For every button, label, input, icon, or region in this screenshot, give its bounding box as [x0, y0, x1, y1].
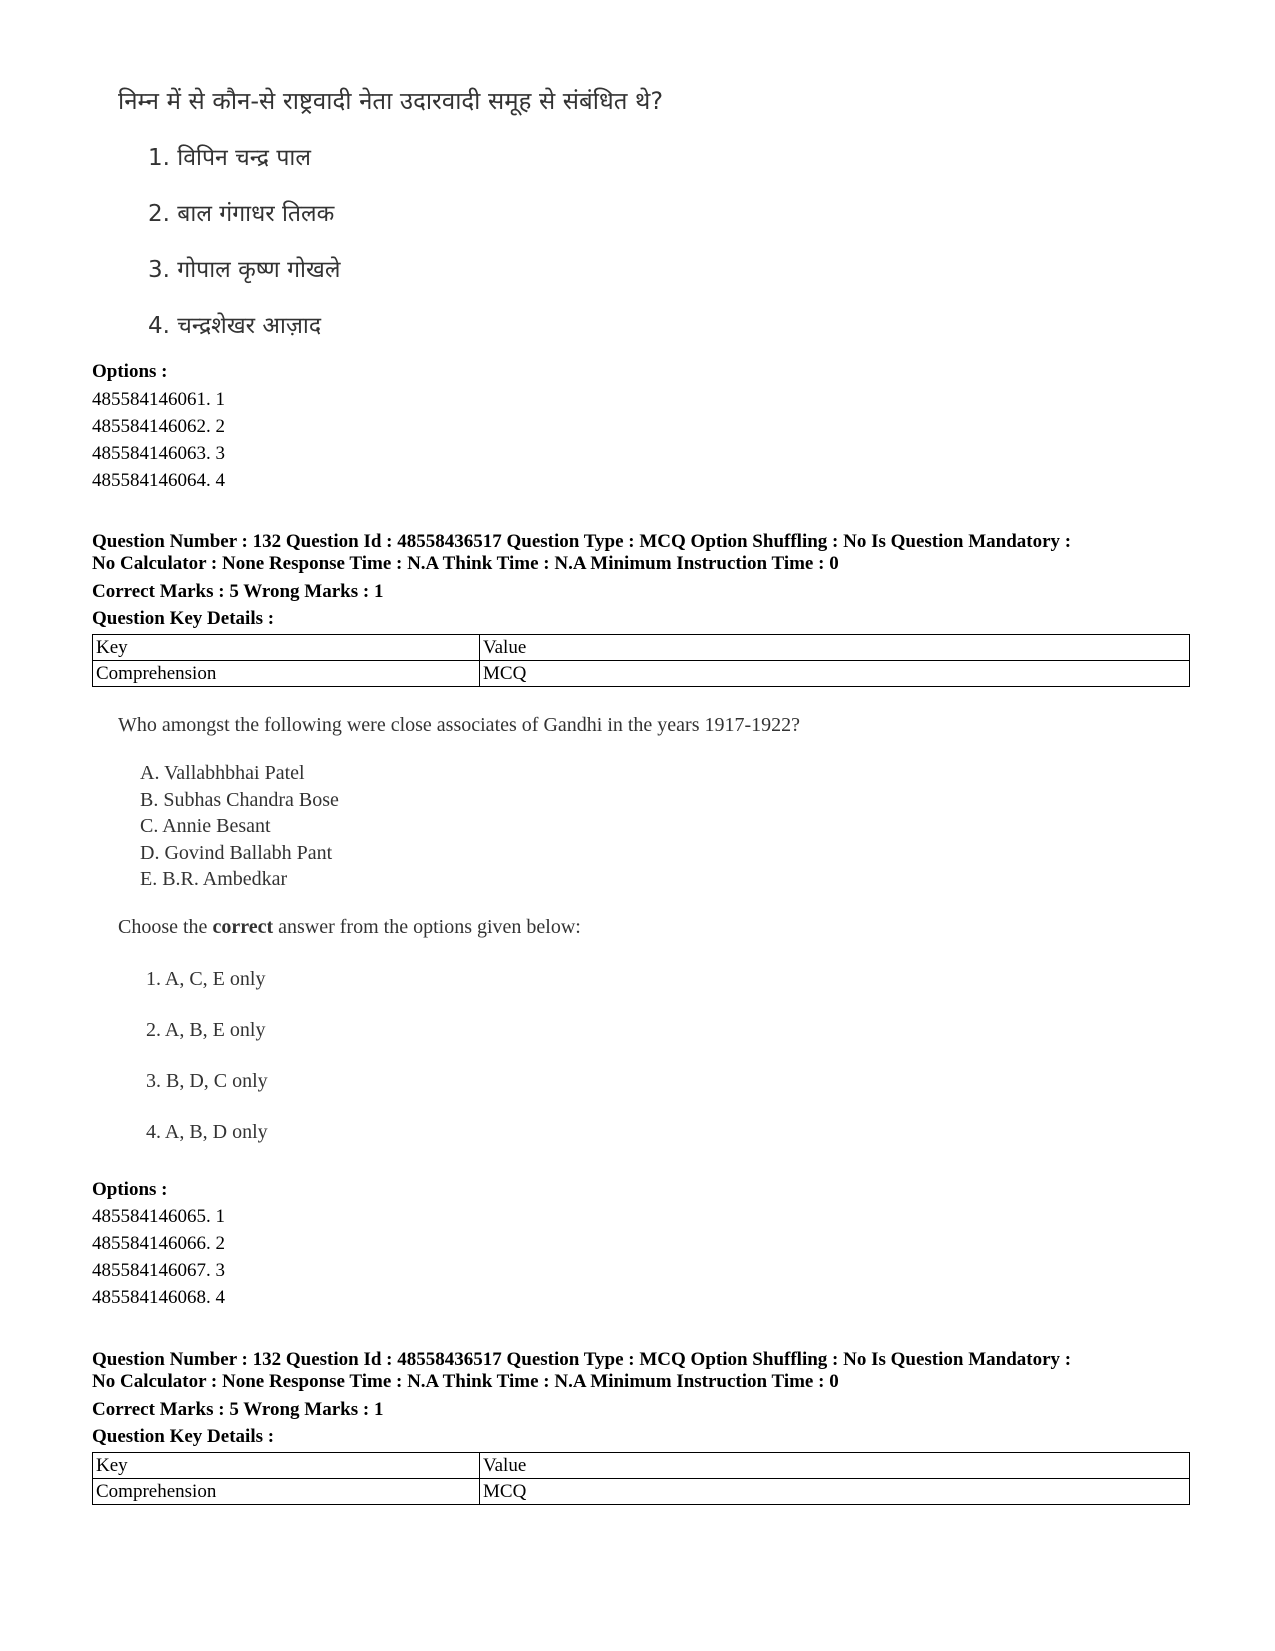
table-row: [93, 661, 1190, 687]
options-label: Options :: [92, 361, 168, 382]
option-item: 485584146067. 3: [92, 1260, 225, 1281]
question-2-item: E. B.R. Ambedkar: [140, 868, 288, 890]
table-cell-value: MCQ: [480, 1479, 1190, 1505]
question-2-item: A. Vallabhbhai Patel: [140, 762, 305, 784]
option-item: 485584146065. 1: [92, 1206, 225, 1227]
table-header-row: [93, 635, 1190, 661]
option-item: 485584146064. 4: [92, 470, 225, 491]
question-2-item: D. Govind Ballabh Pant: [140, 842, 333, 864]
question-2-answer: 1. A, C, E only: [146, 968, 266, 990]
option-item: 485584146068. 4: [92, 1287, 225, 1308]
options-label: Options :: [92, 1179, 168, 1200]
choose-instruction: [118, 916, 581, 939]
question-2-stem: Who amongst the following were close associates of Gandhi in the years 1917-1922?: [118, 714, 801, 736]
option-item: 485584146061. 1: [92, 389, 225, 410]
table-cell-key: Comprehension: [93, 661, 480, 687]
table-cell-key: Comprehension: [93, 1479, 480, 1505]
choose-pre: Choose the: [118, 916, 208, 938]
option-item: 485584146066. 2: [92, 1233, 225, 1254]
marks-line: Correct Marks : 5 Wrong Marks : 1: [92, 1399, 384, 1420]
option-item: 485584146062. 2: [92, 416, 225, 437]
table-row: [93, 1479, 1190, 1505]
choose-post: answer from the options given below:: [278, 916, 581, 938]
question-1-item: 1. विपिन चन्द्र पाल: [148, 145, 311, 171]
question-meta-line: Question Number : 132 Question Id : 48558436517 Question Type : MCQ Option Shuffling : No Is Question Mandatory :: [92, 1349, 1072, 1370]
question-2-answer: 2. A, B, E only: [146, 1019, 266, 1041]
table-header-value: Value: [480, 1453, 1190, 1479]
marks-line: Correct Marks : 5 Wrong Marks : 1: [92, 581, 384, 602]
choose-bold: correct: [212, 916, 274, 938]
question-2-item: C. Annie Besant: [140, 815, 271, 837]
table-header-row: [93, 1453, 1190, 1479]
question-meta-line: Question Number : 132 Question Id : 48558436517 Question Type : MCQ Option Shuffling : No Is Question Mandatory :: [92, 531, 1072, 552]
key-details-label: Question Key Details :: [92, 1426, 275, 1447]
table-header-value: Value: [480, 635, 1190, 661]
question-2-item: B. Subhas Chandra Bose: [140, 789, 339, 811]
question-2-answer: 3. B, D, C only: [146, 1070, 268, 1092]
question-1-stem: निम्न में से कौन-से राष्ट्रवादी नेता उदारवादी समूह से संबंधित थे?: [118, 87, 664, 115]
table-header-key: Key: [93, 1453, 480, 1479]
question-2-answer: 4. A, B, D only: [146, 1121, 268, 1143]
question-key-table: [92, 634, 1190, 687]
option-item: 485584146063. 3: [92, 443, 225, 464]
question-meta-line: No Calculator : None Response Time : N.A Think Time : N.A Minimum Instruction Time : 0: [92, 1371, 839, 1392]
question-1-item: 2. बाल गंगाधर तिलक: [148, 201, 335, 227]
table-header-key: Key: [93, 635, 480, 661]
question-key-table: [92, 1452, 1190, 1505]
question-1-item: 4. चन्द्रशेखर आज़ाद: [148, 313, 322, 339]
table-cell-value: MCQ: [480, 661, 1190, 687]
question-meta-line: No Calculator : None Response Time : N.A Think Time : N.A Minimum Instruction Time : 0: [92, 553, 839, 574]
question-1-item: 3. गोपाल कृष्ण गोखले: [148, 257, 341, 283]
key-details-label: Question Key Details :: [92, 608, 275, 629]
